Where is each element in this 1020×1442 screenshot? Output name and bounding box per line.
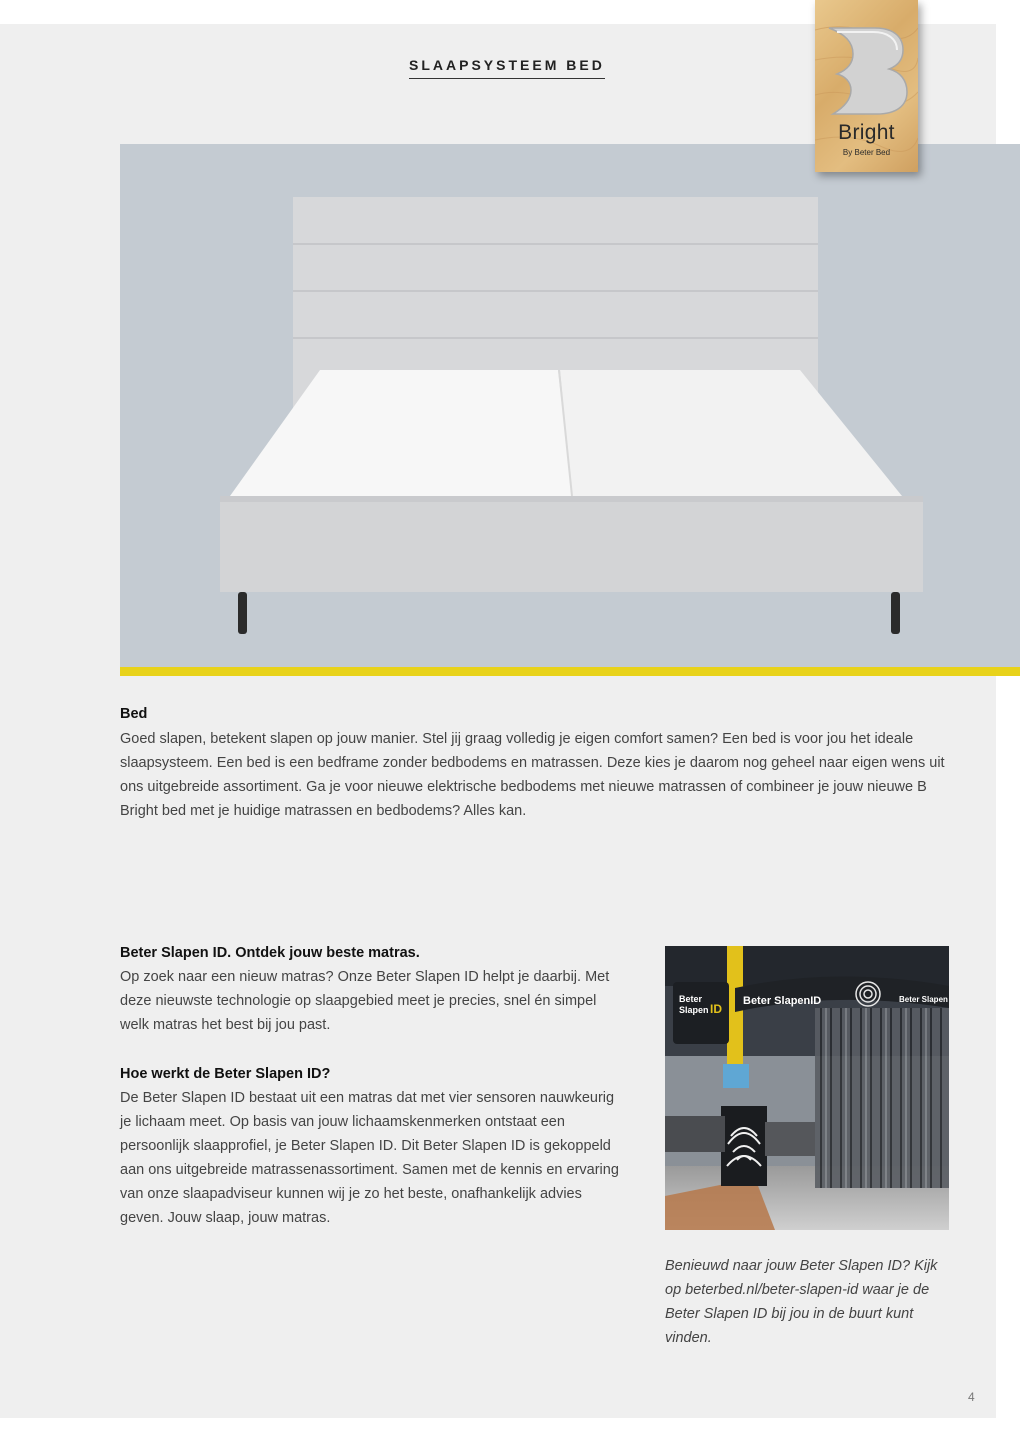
bed-heading: Bed	[120, 706, 148, 722]
sign-main: Beter SlapenID	[743, 995, 822, 1007]
brand-subtitle: By Beter Bed	[842, 148, 891, 157]
sign-side-mark: ID	[710, 1002, 722, 1016]
how-it-works-description: De Beter Slapen ID bestaat uit een matras dat met vier sensoren nauwkeurig je lichaam meet. Op basis van jouw lichaamskenmerken ontstaat een persoonlijk slaapprofiel, je Beter Slapen ID. Dit Beter Slapen ID is gekoppeld aan ons uitgebreide matrassenassortiment. Samen met de kennis en ervaring van onze slaapadviseur kunnen wij je zo het beste, onafhankelijk advies geven. Jouw slaap, jouw matras.	[120, 1090, 619, 1226]
brand-name: Bright	[838, 121, 895, 144]
sign-side-line1: Beter	[679, 994, 703, 1004]
showroom-photo	[665, 946, 949, 1230]
accent-stripe	[120, 667, 1020, 676]
showroom-illustration	[665, 946, 949, 1230]
bed-hero-image	[120, 144, 1020, 667]
brand-tag	[815, 0, 918, 172]
section-title: SLAAPSYSTEEM BED	[409, 57, 605, 79]
sign-side-line2: Slapen	[679, 1005, 709, 1015]
beter-slapen-id-heading: Beter Slapen ID. Ontdek jouw beste matras.	[120, 945, 420, 961]
page-number: 4	[968, 1390, 975, 1404]
beter-slapen-id-description: Op zoek naar een nieuw matras? Onze Beter Slapen ID helpt je daarbij. Met deze nieuwste technologie op slaapgebied meet je precies, snel én simpel welk matras het best bij jou past.	[120, 969, 610, 1033]
bed-illustration	[120, 144, 1020, 667]
photo-caption: Benieuwd naar jouw Beter Slapen ID? Kijk op beterbed.nl/beter-slapen-id waar je de Beter Slapen ID bij jou in de buurt kunt vinden.	[665, 1258, 938, 1346]
sign-right: Beter Slapen	[899, 995, 948, 1004]
b-letter-logo-icon	[823, 24, 909, 116]
bed-description: Goed slapen, betekent slapen op jouw manier. Stel jij graag volledig je eigen comfort samen? Een bed is voor jou het ideale slaapsysteem. Een bed is een bedframe zonder bedbodems en matrassen. Deze kies je daarom nog geheel naar eigen wens uit ons uitgebreide assortiment. Ga je voor nieuwe elektrische bedbodems met nieuwe matrassen of combineer je jouw nieuwe B Bright bed met je huidige matrassen en bedbodems? Alles kan.	[120, 731, 945, 819]
how-it-works-heading: Hoe werkt de Beter Slapen ID?	[120, 1066, 331, 1082]
